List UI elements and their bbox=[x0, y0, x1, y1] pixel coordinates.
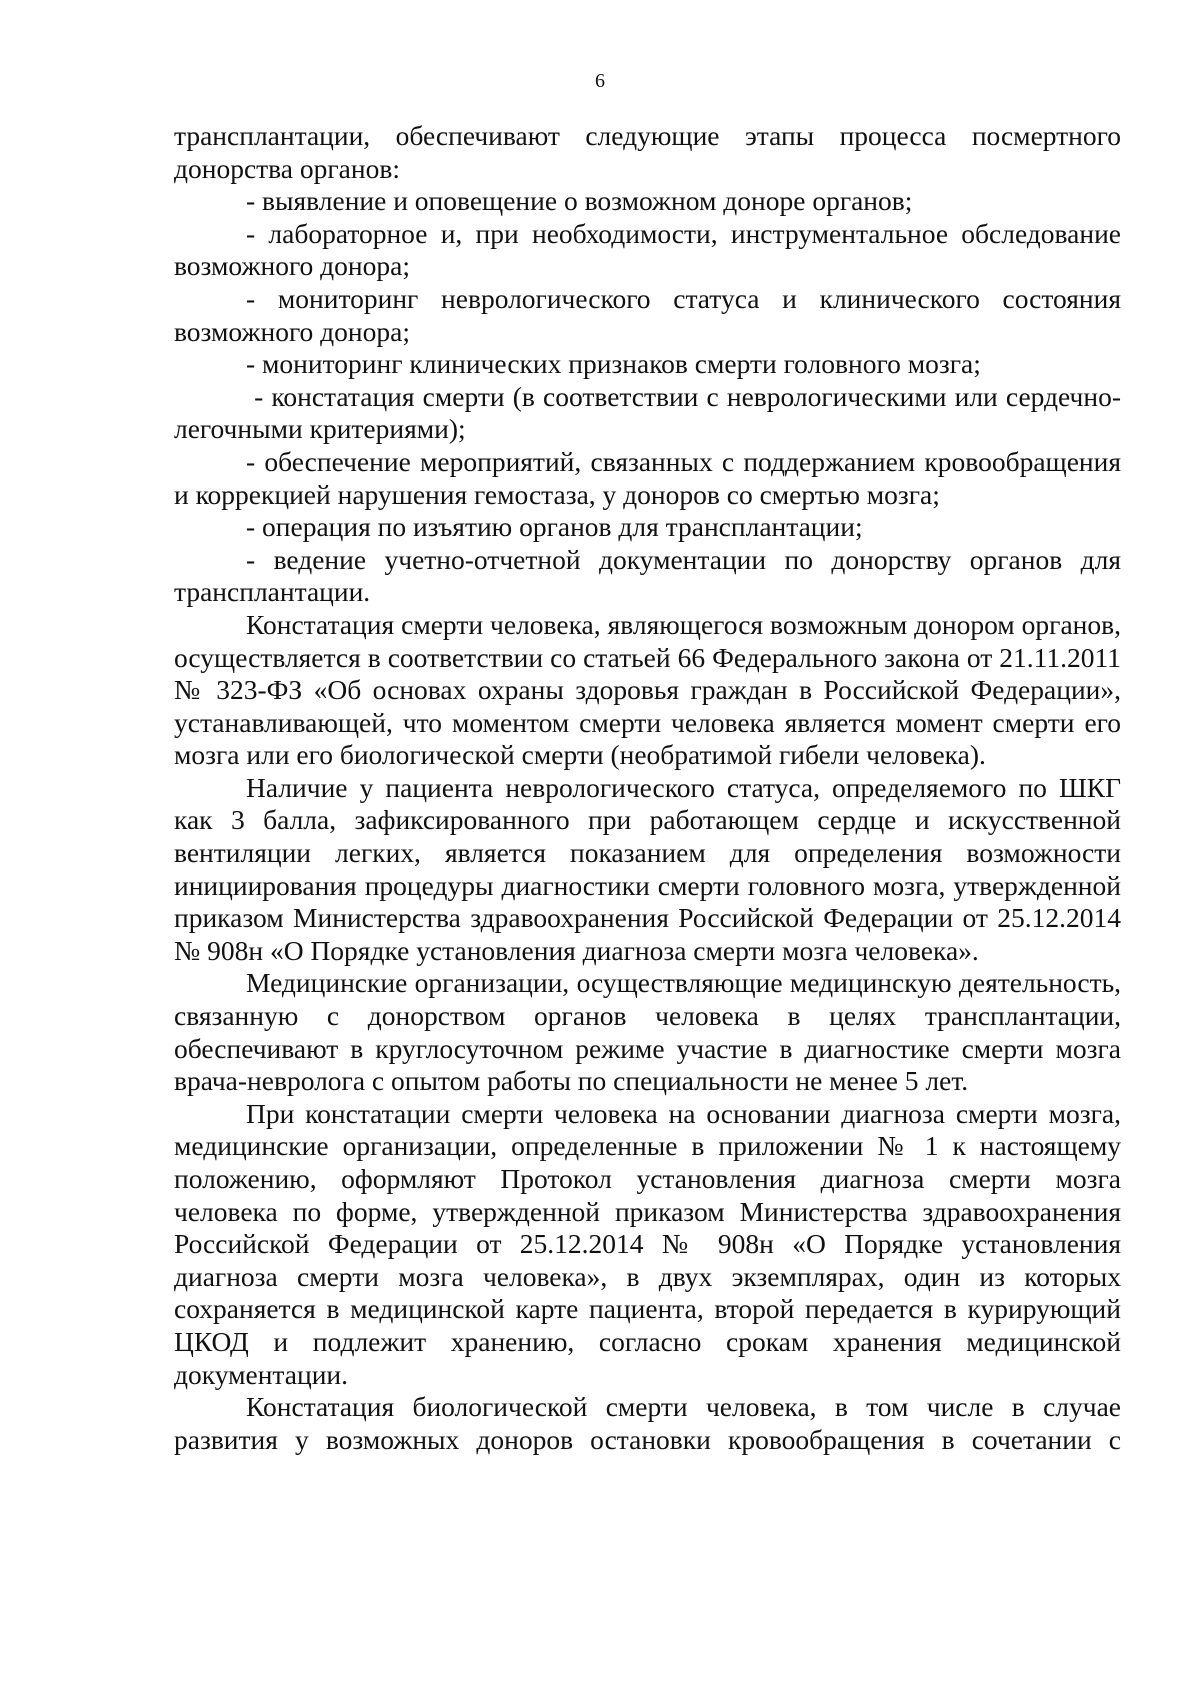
list-item: - мониторинг клинических признаков смерти головного мозга; bbox=[246, 348, 981, 380]
page-number: 6 bbox=[595, 70, 605, 92]
list-item: - выявление и оповещение о возможном доноре органов; bbox=[246, 185, 913, 217]
list-item: - мониторинг неврологического статуса и клинического состояния возможного донора; bbox=[174, 282, 1121, 347]
paragraph: При констатации смерти человека на основании диагноза смерти мозга, медицинские организации, определенные в приложении № 1 к настоящему положению, оформляют Протокол установления диагноза смерти мозга человека по форме, утвержденной приказом Министерства здравоохранения Российской Федерации от 25.12.2014 № 908н «О Порядке установления диагноза смерти мозга человека», в двух экземплярах, один из которых сохраняется в медицинской карте пациента, второй передается в курирующий ЦКОД и подлежит хранению, согласно срокам хранения медицинской документации. bbox=[174, 1097, 1121, 1390]
list-item: - обеспечение мероприятий, связанных с поддержанием кровообращения и коррекцией нарушения гемостаза, у доноров со смертью мозга; bbox=[174, 445, 1121, 510]
list-item: - констатация смерти (в соответствии с неврологическими или сердечно-легочными критериями); bbox=[174, 380, 1122, 445]
document-body bbox=[174, 120, 1121, 1456]
paragraph: Констатация биологической смерти человека, в том числе в случае развития у возможных доноров остановки кровообращения в сочетании с bbox=[174, 1391, 1121, 1455]
paragraph: Констатация смерти человека, являющегося возможным донором органов, осуществляется в соответствии со статьей 66 Федерального закона от 21.11.2011 № 323-ФЗ «Об основах охраны здоровья граждан в Российской Федерации», устанавливающей, что моментом смерти человека является момент смерти его мозга или его биологической смерти (необратимой гибели человека). bbox=[174, 608, 1121, 771]
paragraph: Медицинские организации, осуществляющие медицинскую деятельность, связанную с донорством органов человека в целях трансплантации, обеспечивают в круглосуточном режиме участие в диагностике смерти мозга врача-невролога с опытом работы по специальности не менее 5 лет. bbox=[174, 967, 1121, 1097]
list-item: - ведение учетно-отчетной документации по донорству органов для трансплантации. bbox=[174, 543, 1121, 608]
list-item: - операция по изъятию органов для трансплантации; bbox=[246, 511, 863, 543]
paragraph: трансплантации, обеспечивают следующие этапы процесса посмертного донорства органов: bbox=[174, 120, 1121, 184]
list-item: - лабораторное и, при необходимости, инструментальное обследование возможного донора; bbox=[174, 217, 1121, 282]
paragraph: Наличие у пациента неврологического статуса, определяемого по ШКГ как 3 балла, зафиксированного при работающем сердце и искусственной вентиляции легких, является показанием для определения возможности инициирования процедуры диагностики смерти головного мозга, утвержденной приказом Министерства здравоохранения Российской Федерации от 25.12.2014 № 908н «О Порядке установления диагноза смерти мозга человека». bbox=[174, 771, 1121, 966]
